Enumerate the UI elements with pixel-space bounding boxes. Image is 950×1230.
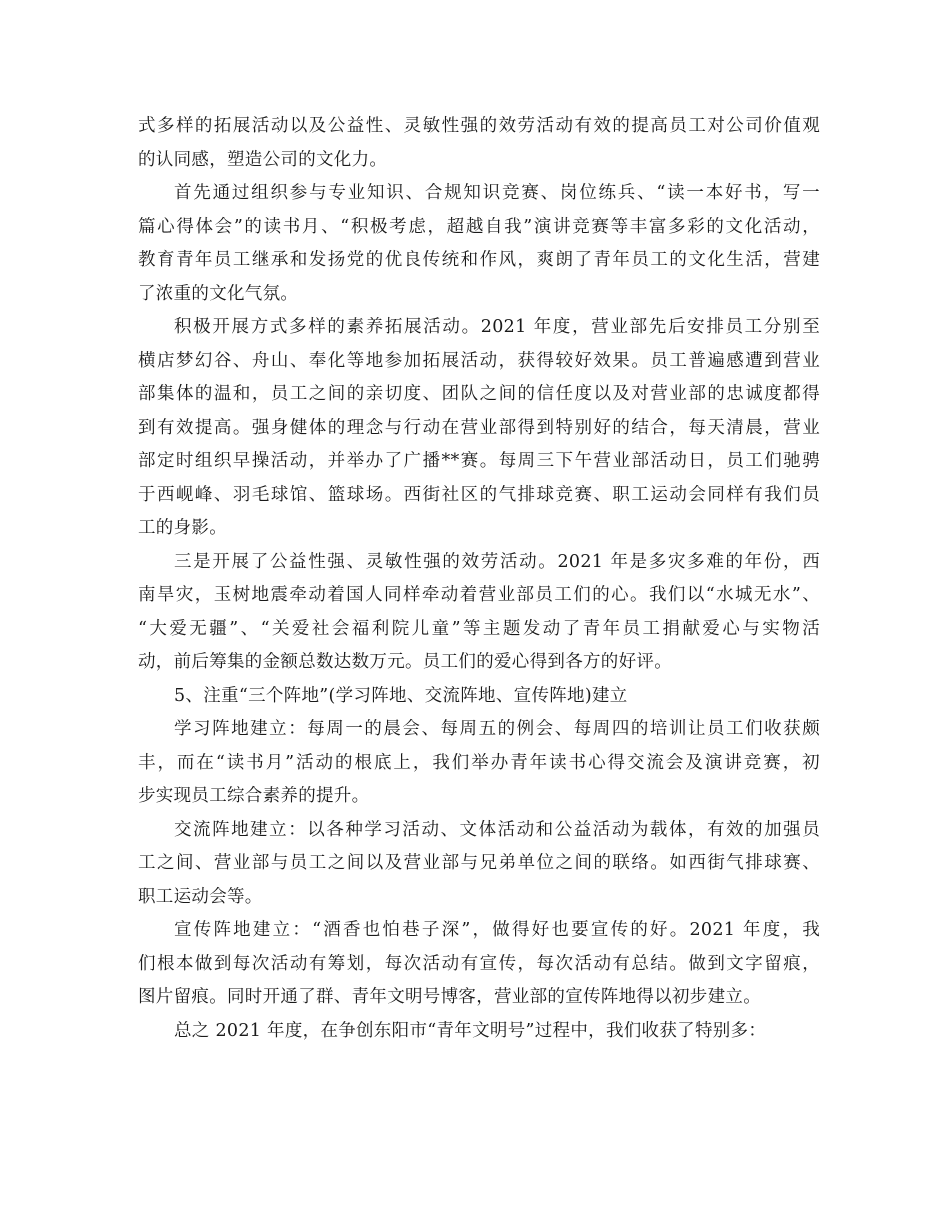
paragraph: [138, 110, 820, 177]
text-line: 5、注重“三个阵地”(学习阵地、交流阵地、宣传阵地)建立: [174, 685, 628, 706]
text-line: 的认同感，塑造公司的文化力。: [138, 149, 388, 170]
text-line: 到有效提高。强身健体的理念与行动在营业部得到特别好的结合，每天清晨，营业: [138, 417, 820, 438]
text-line: 了浓重的文化气氛。: [138, 283, 299, 304]
paragraph: [138, 1015, 820, 1049]
text-line: 工的身影。: [138, 518, 227, 538]
text-line: 宣传阵地建立：“酒香也怕巷子深”，做得好也要宣传的好。2021 年度，我: [174, 920, 820, 940]
text-line: 步实现员工综合素养的提升。: [138, 786, 370, 806]
paragraph: [138, 311, 820, 546]
text-line: “大爱无疆”、“关爱社会福利院儿童”等主题发动了青年员工捐献爱心与实物活: [138, 618, 820, 639]
text-line: 南旱灾，玉树地震牵动着国人同样牵动着营业部员工们的心。我们以“水城无水”、: [138, 585, 820, 605]
paragraph: [138, 177, 820, 311]
text-line: 职工运动会等。: [138, 886, 263, 907]
text-line: 图片留痕。同时开通了群、青年文明号博客，营业部的宣传阵地得以初步建立。: [138, 987, 761, 1007]
document-body: [138, 110, 820, 1048]
paragraph: [138, 914, 820, 1015]
text-line: 动，前后筹集的金额总数达数万元。员工们的爱心得到各方的好评。: [138, 652, 672, 672]
text-line: 丰，而在“读书月”活动的根底上，我们举办青年读书心得交流会及演讲竞赛，初: [138, 752, 820, 773]
paragraph: [138, 713, 820, 814]
text-line: 教育青年员工继承和发扬党的优良传统和作风，爽朗了青年员工的文化生活，营建: [138, 250, 820, 270]
text-line: 横店梦幻谷、舟山、奉化等地参加拓展活动，获得较好效果。员工普遍感遭到营业: [138, 350, 820, 371]
paragraph: [138, 814, 820, 915]
text-line: 部集体的温和，员工之间的亲切度、团队之间的信任度以及对营业部的忠诚度都得: [138, 384, 820, 404]
text-line: 部定时组织早操活动，并举办了广播**赛。每周三下午营业部活动日，员工们驰骋: [138, 451, 820, 471]
text-line: 总之 2021 年度，在争创东阳市“青年文明号”过程中，我们收获了特别多：: [174, 1020, 767, 1041]
text-line: 首先通过组织参与专业知识、合规知识竞赛、岗位练兵、“读一本好书，写一: [174, 183, 820, 203]
text-line: 积极开展方式多样的素养拓展活动。2021 年度，营业部先后安排员工分别至: [174, 317, 820, 337]
text-line: 交流阵地建立：以各种学习活动、文体活动和公益活动为载体，有效的加强员: [174, 819, 820, 840]
text-line: 学习阵地建立：每周一的晨会、每周五的例会、每周四的培训让员工们收获颇: [174, 719, 820, 739]
paragraph: [138, 680, 820, 714]
text-line: 篇心得体会”的读书月、“积极考虑，超越自我”演讲竞赛等丰富多彩的文化活动，: [138, 216, 820, 237]
text-line: 式多样的拓展活动以及公益性、灵敏性强的效劳活动有效的提高员工对公司价值观: [138, 116, 820, 136]
text-line: 三是开展了公益性强、灵敏性强的效劳活动。2021 年是多灾多难的年份，西: [174, 551, 820, 572]
text-line: 工之间、营业部与员工之间以及营业部与兄弟单位之间的联络。如西街气排球赛、: [138, 853, 820, 873]
text-line: 们根本做到每次活动有筹划，每次活动有宣传，每次活动有总结。做到文字留痕，: [138, 953, 820, 974]
text-line: 于西岘峰、羽毛球馆、篮球场。西街社区的气排球竞赛、职工运动会同样有我们员: [138, 484, 820, 505]
paragraph: [138, 546, 820, 680]
